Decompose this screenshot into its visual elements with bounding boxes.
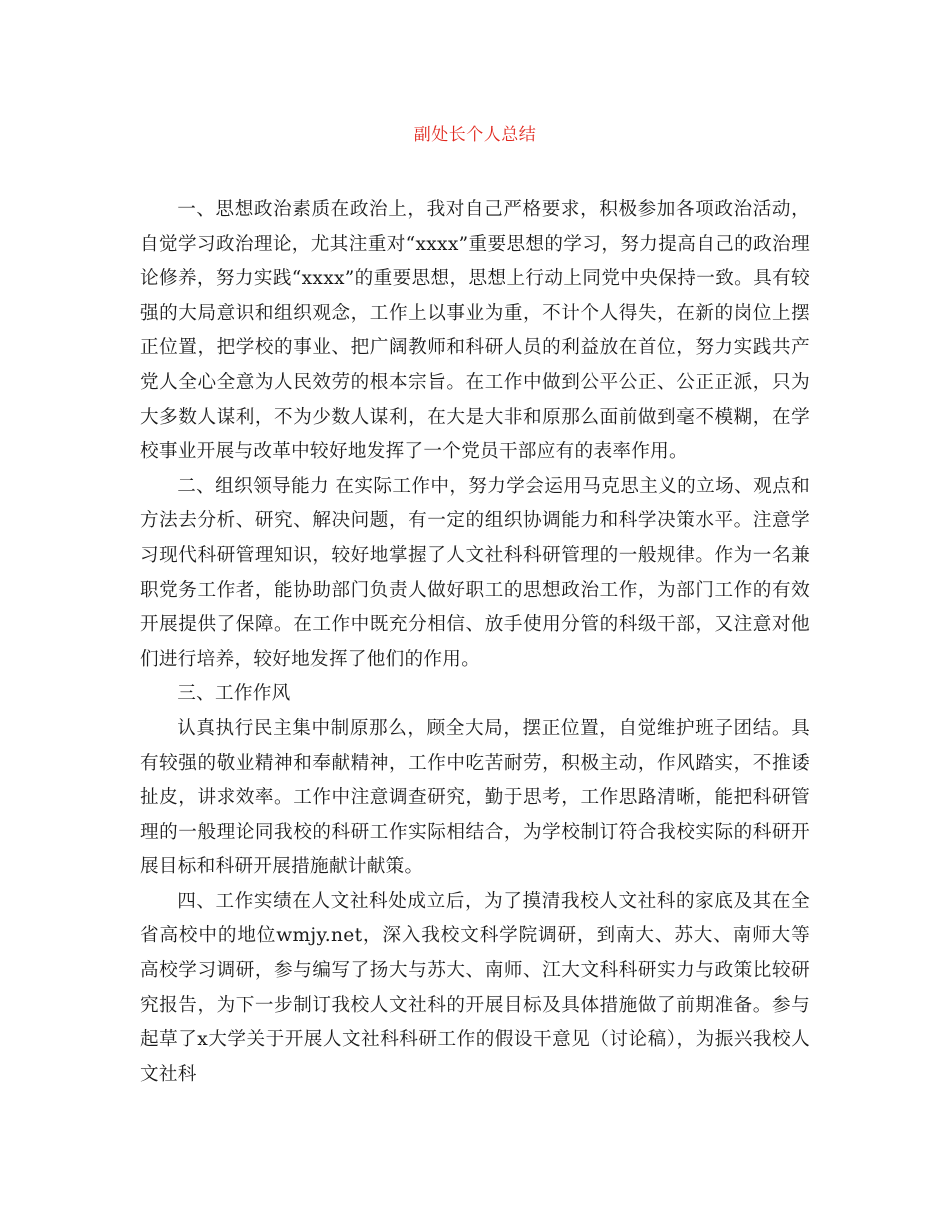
document-body: [140, 193, 810, 1092]
document-title: 副处长个人总结: [413, 125, 537, 145]
paragraph-political-quality: 一、思想政治素质在政治上，我对自己严格要求，积极参加各项政治活动，自觉学习政治理论，尤其注重对“xxxx”重要思想的学习，努力提高自己的政治理论修养，努力实践“xxxx”的重要思想，思想上行动上同党中央保持一致。具有较强的大局意识和组织观念，工作上以事业为重，不计个人得失，在新的岗位上摆正位置，把学校的事业、把广阔教师和科研人员的利益放在首位，努力实践共产党人全心全意为人民效劳的根本宗旨。在工作中做到公平公正、公正正派，只为大多数人谋利，不为少数人谋利，在大是大非和原那么面前做到毫不模糊，在学校事业开展与改革中较好地发挥了一个党员干部应有的表率作用。: [140, 199, 810, 463]
paragraph-leadership: 二、组织领导能力 在实际工作中，努力学会运用马克思主义的立场、观点和方法去分析、研究、解决问题，有一定的组织协调能力和科学决策水平。注意学习现代科研管理知识，较好地掌握了人文社科科研管理的一般规律。作为一名兼职党务工作者，能协助部门负责人做好职工的思想政治工作，为部门工作的有效开展提供了保障。在工作中既充分相信、放手使用分管的科级干部，又注意对他们进行培养，较好地发挥了他们的作用。: [140, 475, 810, 670]
paragraph-work-style: 认真执行民主集中制原那么，顾全大局，摆正位置，自觉维护班子团结。具有较强的敬业精神和奉献精神，工作中吃苦耐劳，积极主动，作风踏实，不推诿扯皮，讲求效率。工作中注意调查研究，勤于思考，工作思路清晰，能把科研管理的一般理论同我校的科研工作实际相结合，为学校制订符合我校实际的科研开展目标和科研开展措施献计献策。: [140, 717, 810, 878]
paragraph-achievements: 四、工作实绩在人文社科处成立后，为了摸清我校人文社科的家底及其在全省高校中的地位wmjy.net，深入我校文科学院调研，到南大、苏大、南师大等高校学习调研，参与编写了扬大与苏大、南师、江大文科科研实力与政策比较研究报告，为下一步制订我校人文社科的开展目标及具体措施做了前期准备。参与起草了x大学关于开展人文社科科研工作的假设干意见（讨论稿），为振兴我校人文社科: [140, 890, 810, 1085]
heading-work-style: 三、工作作风: [177, 683, 291, 705]
